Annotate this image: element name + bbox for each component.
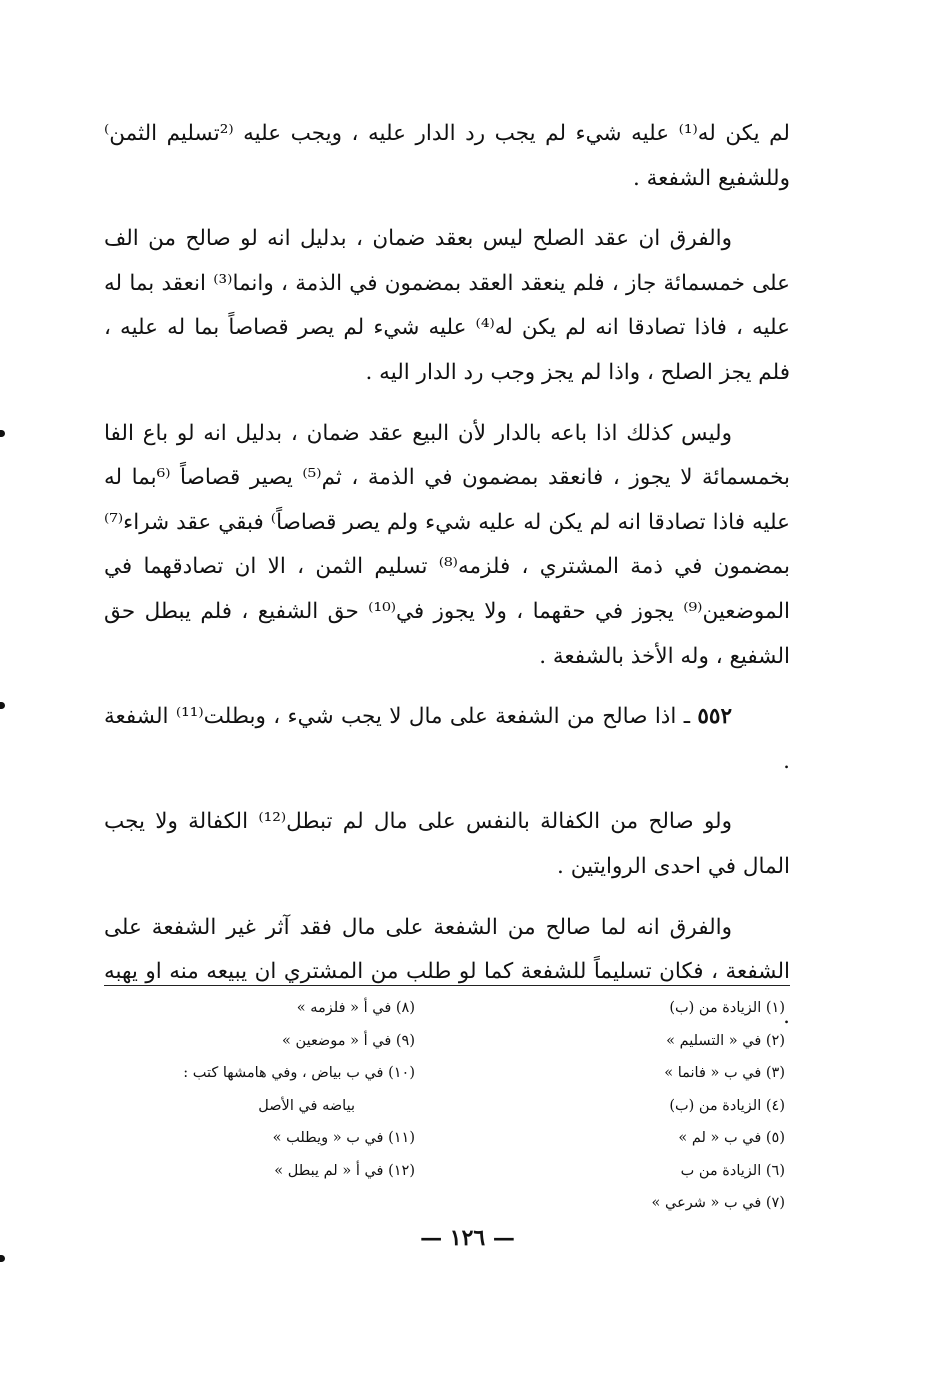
footnote-6: (٦) الزيادة من ب [680, 1162, 785, 1179]
item-text: اذا صالح من الشفعة على مال لا يجب شيء ، وبطلت⁽¹¹⁾ الشفعة . [104, 704, 790, 774]
main-text [104, 112, 790, 1055]
footnote-5: (٥) في ب « لم » [678, 1130, 785, 1146]
footnote-2: (٢) في « التسليم » [666, 1032, 785, 1049]
footnote-3: (٣) في ب « فانما » [664, 1065, 785, 1081]
paragraph-5: ولو صالح من الكفالة بالنفس على مال لم تبطل⁽¹²⁾ الكفالة ولا يجب المال في احدى الروايتين . [104, 809, 790, 879]
page-number: — ١٢٦ — [420, 1225, 515, 1251]
paragraph-item-552: ٥٥٢ ـ اذا صالح من الشفعة على مال لا يجب شيء ، وبطلت⁽¹¹⁾ الشفعة . [104, 704, 790, 774]
footnote-4: (٤) الزيادة من (ب) [669, 1097, 785, 1114]
footnotes-left-column [105, 992, 415, 1187]
scan-mark [0, 1255, 5, 1262]
footnote-10: (١٠) في ب بياض ، وفي هامشها كتب : [183, 1065, 415, 1081]
footnote-12: (١٢) في أ « لم يبطل » [274, 1162, 415, 1179]
scan-mark [0, 702, 5, 709]
paragraph-1: لم يكن له⁽¹⁾ عليه شيء لم يجب رد الدار عليه ، ويجب عليه ⁽²تسليم الثمن⁾ وللشفيع الشفعة . [104, 121, 790, 191]
paragraph-2: والفرق ان عقد الصلح ليس بعقد ضمان ، بدليل انه لو صالح من الف على خمسمائة جاز ، فلم ينعقد العقد بمضمون في الذمة ، وانما⁽³⁾ انعقد بما له عليه ، فاذا تصادقا انه لم يكن له⁽⁴⁾ عليه شيء لم يصر قصاصاً بما له عليه ، فلم يجز الصلح ، واذا لم يجز وجب رد الدار اليه . [104, 226, 790, 385]
footnote-8: (٨) في أ « فلزمه » [296, 1000, 415, 1016]
scan-mark [0, 430, 5, 437]
footnote-1: (١) الزيادة من (ب) [669, 1000, 785, 1016]
item-number: ٥٥٢ [697, 704, 733, 730]
footnotes-right-column [505, 992, 785, 1220]
paragraph-6: والفرق انه لما صالح من الشفعة على مال فقد آثر غير الشفعة على الشفعة ، فكان تسليماً للشفعة كما لو طلب من المشتري ان يبيعه منه او يهبه . [104, 914, 790, 1029]
footnote-11: (١١) في ب « ويطلب » [272, 1130, 415, 1146]
footnote-7: (٧) في ب « شرعي » [651, 1195, 785, 1211]
footnote-divider [104, 985, 790, 986]
footnote-10-continued: بياضه في الأصل [258, 1097, 355, 1114]
paragraph-3: وليس كذلك اذا باعه بالدار لأن البيع عقد ضمان ، بدليل انه لو باع الفا بخمسمائة لا يجوز ، فانعقد بمضمون في الذمة ، ثم⁽⁵⁾ يصير قصاصاً ⁽⁶بما له عليه فاذا تصادقا انه لم يكن له عليه شيء ولم يصر قصاصاً⁾ فبقي عقد شراء⁽⁷⁾ بمضمون في ذمة المشتري ، فلزمه⁽⁸⁾ تسليم الثمن ، الا ان تصادقهما في الموضعين⁽⁹⁾ يجوز في حقهما ، ولا يجوز في⁽¹⁰⁾ حق الشفيع ، فلم يبطل حق الشفيع ، وله الأخذ بالشفعة . [104, 420, 790, 669]
footnote-9: (٩) في أ « موضعين » [282, 1032, 415, 1049]
